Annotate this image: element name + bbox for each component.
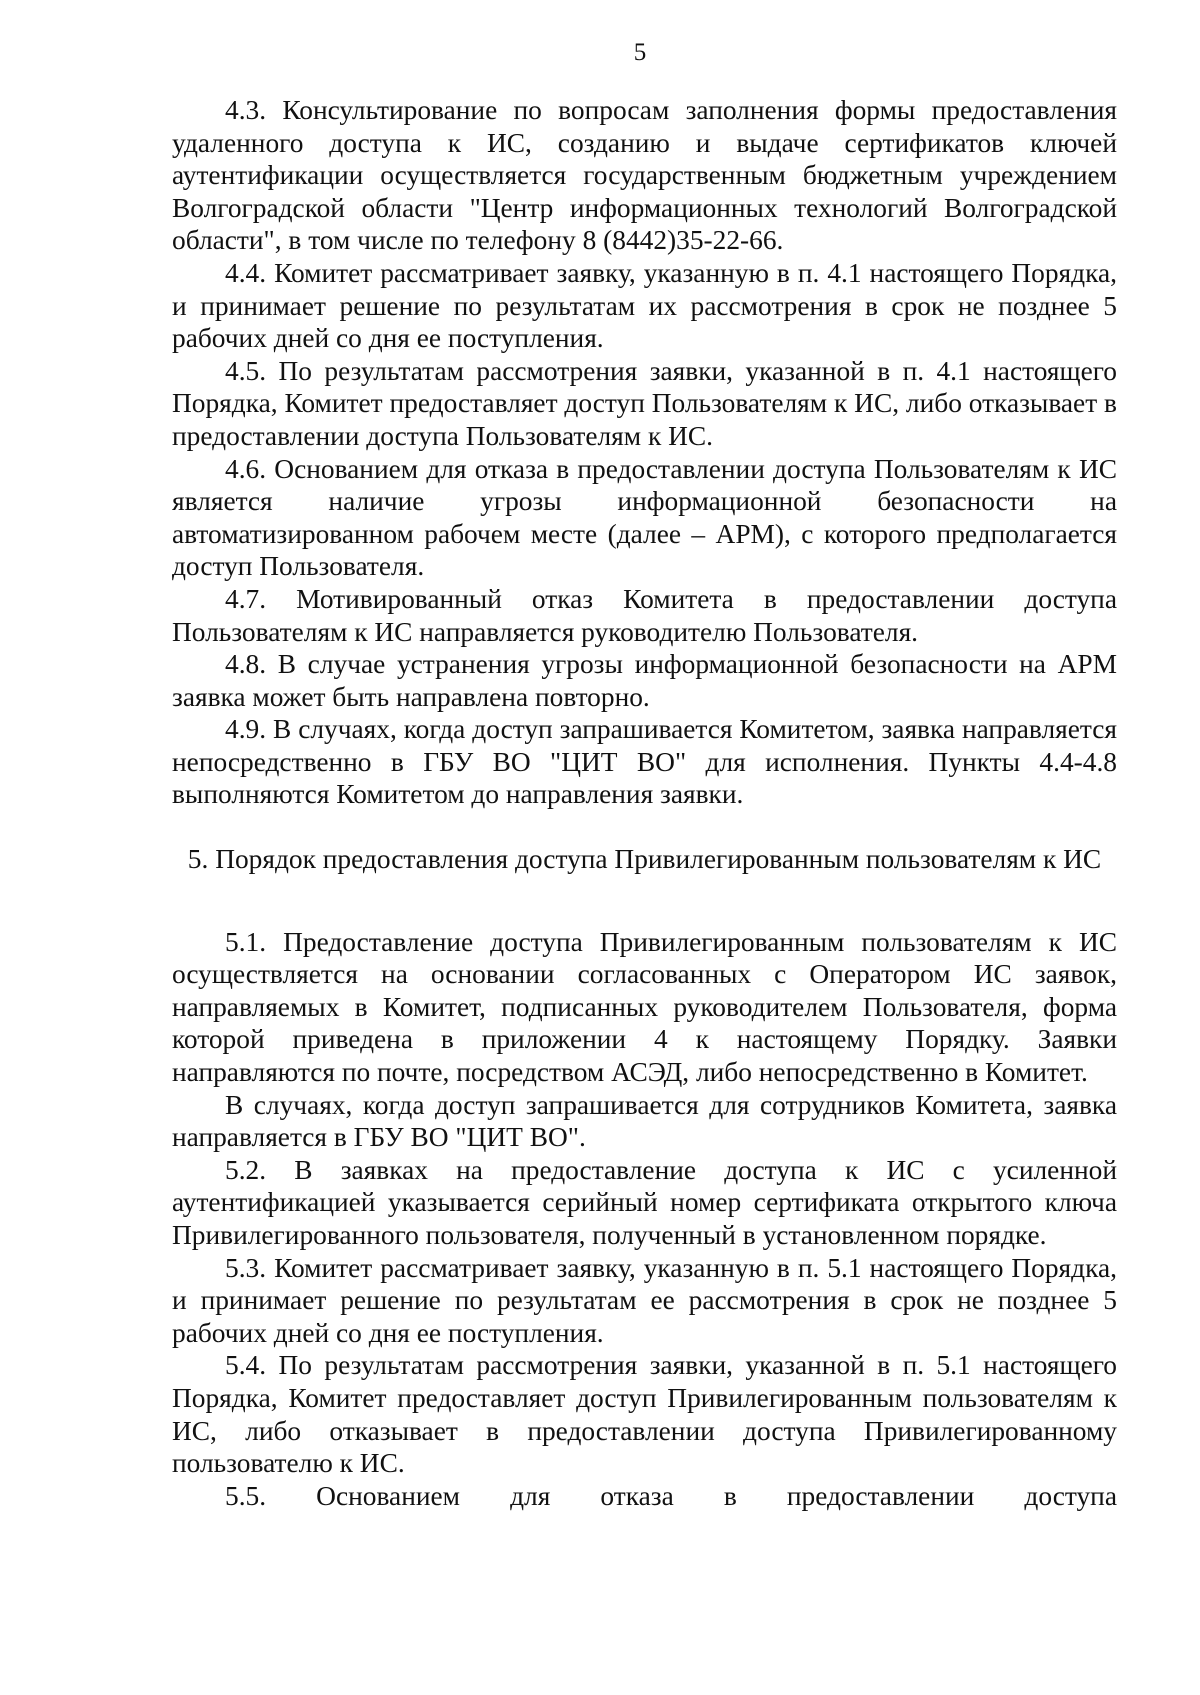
paragraph-4-4: 4.4. Комитет рассматривает заявку, указанную в п. 4.1 настоящего Порядка, и принимает решение по результатам их рассмотрения в срок не позднее 5 рабочих дней со дня ее поступления. <box>172 257 1117 354</box>
paragraph-4-5: 4.5. По результатам рассмотрения заявки, указанной в п. 4.1 настоящего Порядка, Комитет предоставляет доступ Пользователям к ИС, либо отказывает в предоставлении доступа Пользователям к ИС. <box>172 355 1117 451</box>
paragraph-4-6: 4.6. Основанием для отказа в предоставлении доступа Пользователям к ИС является наличие угрозы информационной безопасности на автоматизированном рабочем месте (далее – АРМ), с которого предполагается доступ Пользователя. <box>172 453 1117 582</box>
paragraph-5-4: 5.4. По результатам рассмотрения заявки, указанной в п. 5.1 настоящего Порядка, Комитет предоставляет доступ Привилегированным пользователям к ИС, либо отказывает в предоставлении доступа Привилегированному пользователю к ИС. <box>172 1350 1117 1479</box>
document-body <box>172 94 1117 1512</box>
paragraph-4-3: 4.3. Консультирование по вопросам заполнения формы предоставления удаленного доступа к ИС, созданию и выдаче сертификатов ключей аутентификации осуществляется государственным бюджетным учреждением Волгоградской области "Центр информационных технологий Волгоградской области", в том числе по телефону 8 (8442)35-22-66. <box>172 95 1117 256</box>
paragraph-4-7: 4.7. Мотивированный отказ Комитета в предоставлении доступа Пользователям к ИС направляется руководителю Пользователя. <box>172 583 1117 647</box>
page-number: 5 <box>633 39 647 66</box>
paragraph-5-5: 5.5. Основанием для отказа в предоставлении доступа <box>225 1480 1117 1511</box>
paragraph-5-1-note: В случаях, когда доступ запрашивается для сотрудников Комитета, заявка направляется в ГБУ ВО "ЦИТ ВО". <box>172 1089 1117 1153</box>
paragraph-4-9: 4.9. В случаях, когда доступ запрашивается Комитетом, заявка направляется непосредственно в ГБУ ВО "ЦИТ ВО" для исполнения. Пункты 4.4-4.8 выполняются Комитетом до направления заявки. <box>172 714 1117 810</box>
paragraph-4-8: 4.8. В случае устранения угрозы информационной безопасности на АРМ заявка может быть направлена повторно. <box>172 649 1117 712</box>
paragraph-5-3: 5.3. Комитет рассматривает заявку, указанную в п. 5.1 настоящего Порядка, и принимает решение по результатам ее рассмотрения в срок не позднее 5 рабочих дней со дня ее поступления. <box>172 1252 1117 1348</box>
section-heading: 5. Порядок предоставления доступа Привилегированным пользователям к ИС <box>187 844 1102 875</box>
paragraph-5-1: 5.1. Предоставление доступа Привилегированным пользователям к ИС осуществляется на основании согласованных с Оператором ИС заявок, направляемых в Комитет, подписанных руководителем Пользователя, форма которой приведена в приложении 4 к настоящему Порядку. Заявки направляются по почте, посредством АСЭД, либо непосредственно в Комитет. <box>172 926 1117 1088</box>
paragraph-5-2: 5.2. В заявках на предоставление доступа к ИС с усиленной аутентификацией указывается серийный номер сертификата открытого ключа Привилегированного пользователя, полученный в установленном порядке. <box>172 1154 1117 1250</box>
